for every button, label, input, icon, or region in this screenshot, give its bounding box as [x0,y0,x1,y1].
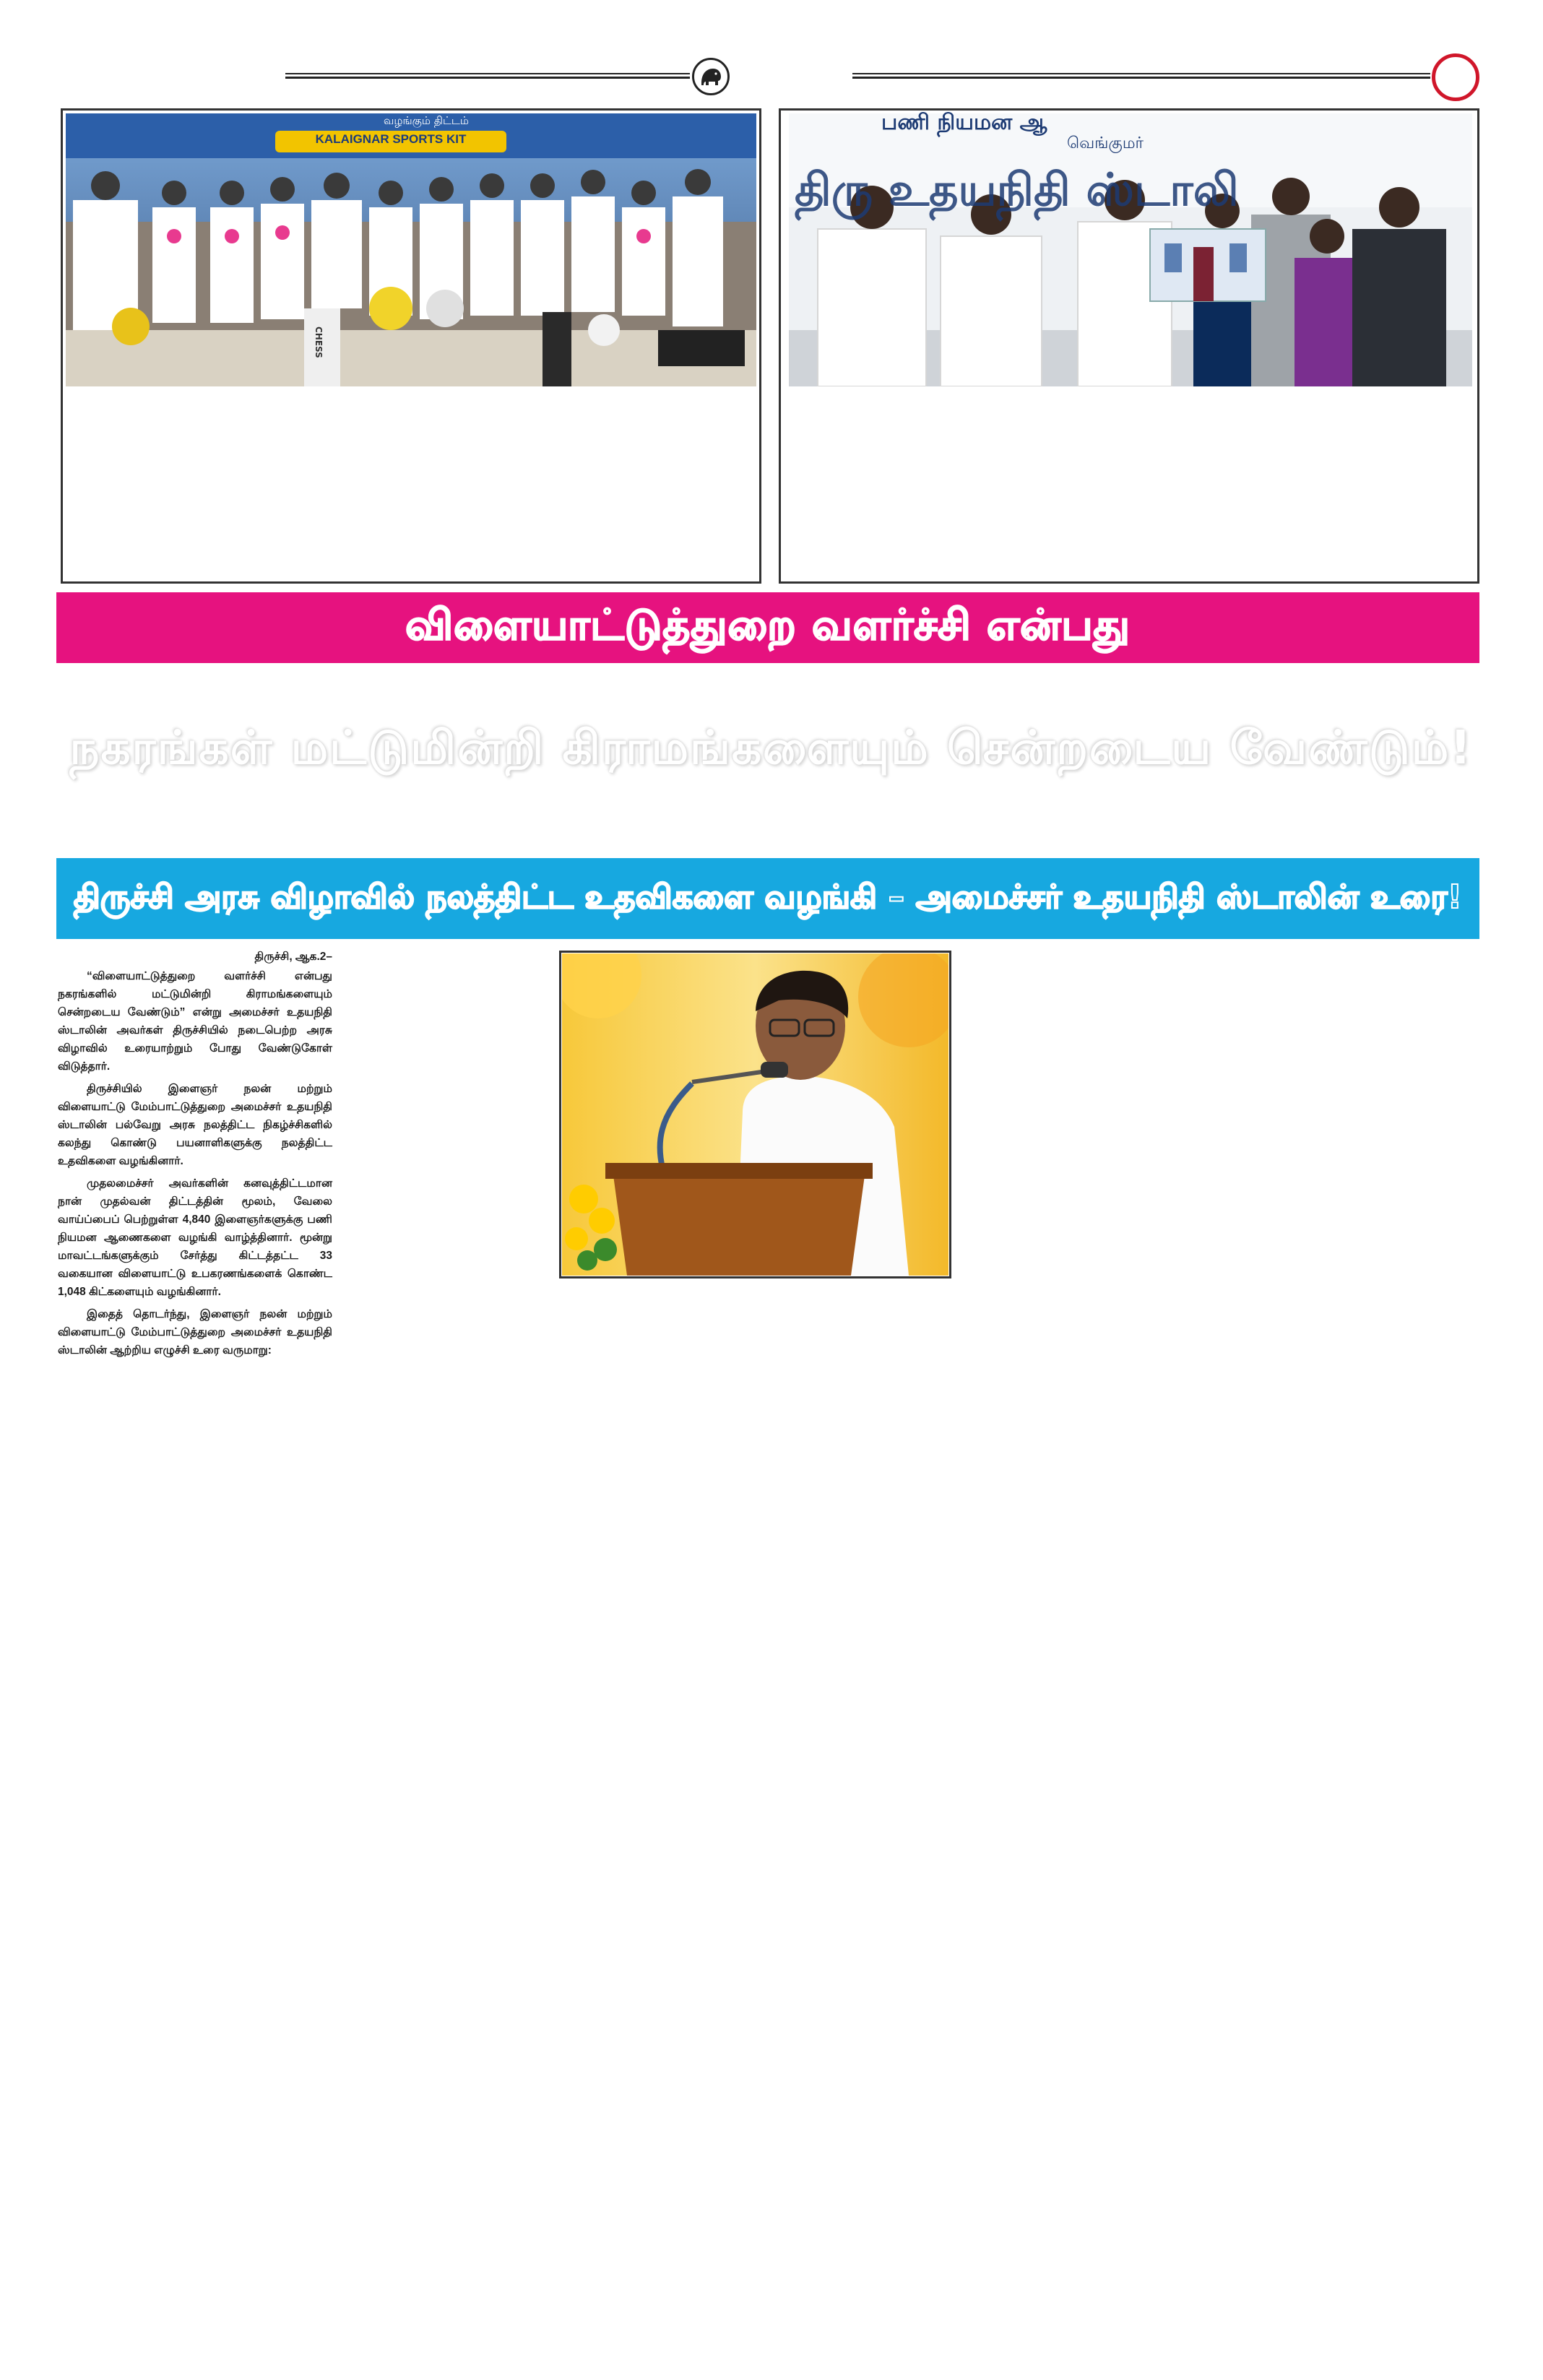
header-rule-left [285,73,690,74]
article-paragraph: முதலமைச்சர் அவர்களின் கனவுத்திட்டமான நான் முதல்வன் திட்டத்தின் மூலம், வேலை வாய்ப்பைப் பெற்றுள்ள 4,840 இளைஞர்களுக்கு பணி நியமன ஆணைகளை வழங்கி வாழ்த்தினார். மூன்று மாவட்டங்களுக்கும் சேர்த்து கிட்டத்தட்ட 33 வகையான விளையாட்டு உபகரணங்களைக் கொண்ட 1,048 கிட்களையும் வழங்கினார். [58,1177,332,1298]
header-rule-right-thick [852,77,1430,79]
banner-top-text: விளையாட்டுத்துறை வளர்ச்சி என்பது [405,600,1131,649]
banner-top [56,592,1479,663]
backdrop-line2: வெங்குமர் [1066,134,1144,152]
article-paragraph: “விளையாட்டுத்துறை வளர்ச்சி என்பது நகரங்களில் மட்டுமின்றி கிராமங்களையும் சென்றடைய வேண்டும்” என்று அமைச்சர் உதயநிதி ஸ்டாலின் அவர்கள் திருச்சியில் நடைபெற்ற அரசு விழாவில் உரையாற்றும் போது வேண்டுகோள் விடுத்தார். [58,970,332,1073]
article-paragraph: திருச்சியில் இளைஞர் நலன் மற்றும் விளையாட்டு மேம்பாட்டுத்துறை அமைச்சர் உதயநிதி ஸ்டாலின் பல்வேறு அரசு நலத்திட்ட நிகழ்ச்சிகளில் கலந்து கொண்டு பயனாளிகளுக்கு நலத்திட்ட உதவிகளை வழங்கினார். [58,1083,332,1167]
backdrop-tamil-text: வழங்கும் திட்டம் [384,114,469,127]
backdrop-line1: பணி நியமன ஆ [881,110,1047,135]
article-dateline: திருச்சி, ஆக.2– [254,951,332,963]
backdrop-english-text: KALAIGNAR SPORTS KIT [315,132,467,146]
header-rule-right [852,73,1430,74]
main-headline-text: நகரங்கள் மட்டுமின்றி கிராமங்களையும் சென்றடைய வேண்டும்! [69,722,1473,775]
speaker-photo [562,953,948,1276]
main-headline [58,668,1484,834]
backdrop-line3: திரு உதயநிதி ஸ்டாலி [795,163,1239,216]
chess-box-label: CHESS [314,326,324,358]
article-paragraph: இதைத் தொடர்ந்து, இளைஞர் நலன் மற்றும் விளையாட்டு மேம்பாட்டுத்துறை அமைச்சர் உதயநிதி ஸ்டாலின் ஆற்றிய எழுச்சி உரை வருமாறு: [58,1308,332,1356]
article-body [58,948,332,1364]
elephant-emblem-icon [692,58,730,95]
banner-sub-text: திருச்சி அரசு விழாவில் நலத்திட்ட உதவிகளை வழங்கி – அமைச்சர் உதயநிதி ஸ்டாலின் உரை! [73,877,1463,916]
red-circle-icon [1432,53,1479,101]
banner-sub [56,858,1479,939]
header-rule-left-thick [285,77,690,79]
sports-kit-photo [66,113,756,386]
